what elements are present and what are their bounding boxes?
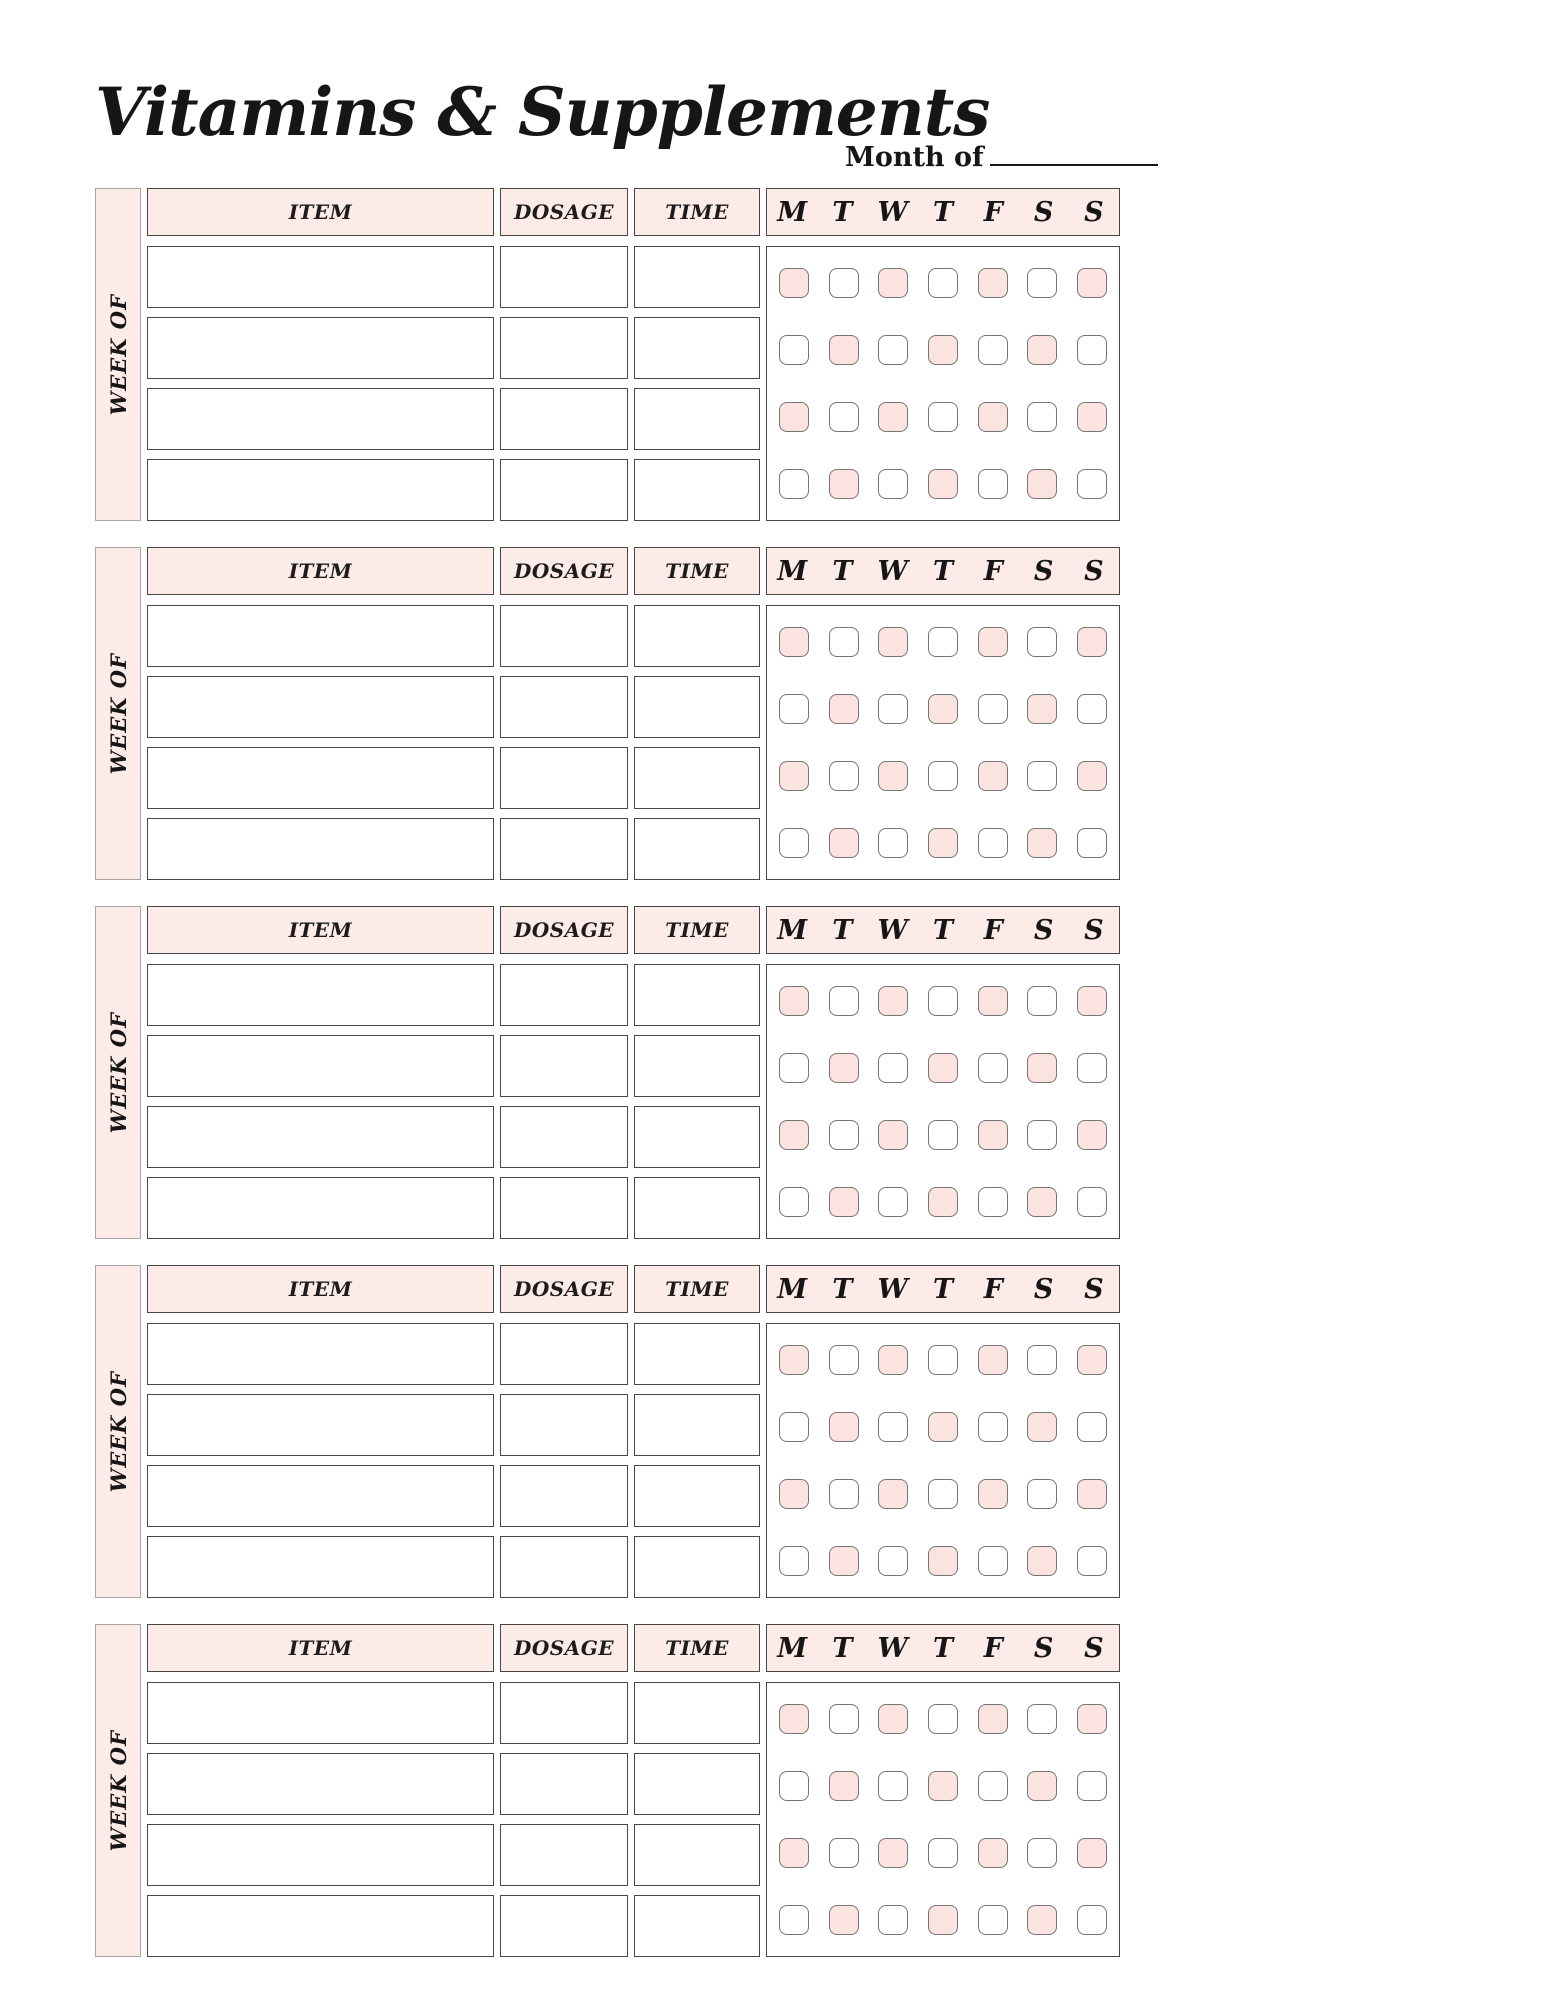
- item-column-header: ITEM: [147, 1624, 494, 1672]
- dosage-input-cell[interactable]: [500, 1394, 628, 1456]
- day-checkbox[interactable]: [928, 828, 958, 858]
- day-checkbox[interactable]: [829, 761, 859, 791]
- week-of-label-box: [95, 547, 141, 880]
- item-input-cell[interactable]: [147, 388, 494, 450]
- day-checkbox[interactable]: [779, 1187, 809, 1217]
- day-checkbox[interactable]: [1077, 627, 1107, 657]
- month-input-line[interactable]: [990, 138, 1158, 166]
- item-input-cell[interactable]: [147, 1323, 494, 1385]
- week-of-label: WEEK OF: [105, 293, 131, 416]
- day-checkbox[interactable]: [978, 1771, 1008, 1801]
- day-header-4: F: [983, 1632, 1003, 1664]
- day-header-4: F: [983, 196, 1003, 228]
- dosage-input-cell[interactable]: [500, 1895, 628, 1957]
- day-checkbox[interactable]: [928, 335, 958, 365]
- day-checkbox[interactable]: [1077, 1345, 1107, 1375]
- day-checkbox[interactable]: [1077, 1412, 1107, 1442]
- day-checkbox[interactable]: [1027, 694, 1057, 724]
- item-input-cell[interactable]: [147, 964, 494, 1026]
- day-header-1: T: [832, 1632, 853, 1664]
- day-checkbox[interactable]: [1027, 1704, 1057, 1734]
- week-section-2: [95, 547, 1120, 880]
- day-checkbox[interactable]: [878, 828, 908, 858]
- day-checkbox[interactable]: [779, 1546, 809, 1576]
- time-input-cell[interactable]: [634, 1035, 760, 1097]
- day-checkbox[interactable]: [978, 694, 1008, 724]
- day-checkbox[interactable]: [928, 1546, 958, 1576]
- item-input-cell[interactable]: [147, 1824, 494, 1886]
- dosage-input-cell[interactable]: [500, 246, 628, 308]
- day-header-6: S: [1084, 555, 1104, 587]
- day-checkbox[interactable]: [878, 986, 908, 1016]
- day-checkbox[interactable]: [928, 1053, 958, 1083]
- day-checkbox[interactable]: [829, 1479, 859, 1509]
- day-checkbox[interactable]: [978, 1546, 1008, 1576]
- day-checkbox[interactable]: [878, 1345, 908, 1375]
- day-checkbox[interactable]: [1077, 335, 1107, 365]
- day-header-0: M: [777, 1273, 808, 1305]
- day-checkbox[interactable]: [779, 694, 809, 724]
- day-header-5: S: [1033, 1273, 1054, 1305]
- dosage-input-cell[interactable]: [500, 818, 628, 880]
- time-column-header: TIME: [634, 188, 760, 236]
- item-input-cell[interactable]: [147, 818, 494, 880]
- week-section-4: [95, 1265, 1120, 1598]
- dosage-input-cell[interactable]: [500, 1753, 628, 1815]
- week-of-label: WEEK OF: [105, 1729, 131, 1852]
- day-checkbox[interactable]: [829, 1345, 859, 1375]
- day-checkbox[interactable]: [779, 828, 809, 858]
- week-of-label: WEEK OF: [105, 1011, 131, 1134]
- day-checkbox[interactable]: [829, 469, 859, 499]
- day-checkbox[interactable]: [779, 627, 809, 657]
- day-checkbox[interactable]: [1027, 828, 1057, 858]
- day-checkbox[interactable]: [878, 1479, 908, 1509]
- dosage-input-cell[interactable]: [500, 317, 628, 379]
- day-header-5: S: [1033, 914, 1054, 946]
- day-checkbox[interactable]: [779, 1905, 809, 1935]
- day-checkbox[interactable]: [1077, 1838, 1107, 1868]
- day-checkbox[interactable]: [878, 469, 908, 499]
- dosage-input-cell[interactable]: [500, 1682, 628, 1744]
- day-checkbox[interactable]: [978, 268, 1008, 298]
- day-checkbox[interactable]: [779, 1120, 809, 1150]
- item-input-cell[interactable]: [147, 1682, 494, 1744]
- day-checkbox[interactable]: [928, 1412, 958, 1442]
- day-checkbox[interactable]: [978, 627, 1008, 657]
- day-header-row: [766, 1265, 1120, 1313]
- dosage-column-header: DOSAGE: [500, 547, 628, 595]
- day-checkbox[interactable]: [1027, 986, 1057, 1016]
- checkbox-grid: [766, 964, 1120, 1239]
- day-checkbox[interactable]: [779, 1704, 809, 1734]
- day-checkbox[interactable]: [1077, 1187, 1107, 1217]
- day-header-3: T: [932, 555, 954, 587]
- week-of-label: WEEK OF: [105, 652, 131, 775]
- item-input-cell[interactable]: [147, 1465, 494, 1527]
- day-checkbox[interactable]: [1077, 1479, 1107, 1509]
- item-input-cell[interactable]: [147, 317, 494, 379]
- day-header-3: T: [932, 1632, 954, 1664]
- day-checkbox[interactable]: [878, 335, 908, 365]
- day-checkbox[interactable]: [1077, 268, 1107, 298]
- day-checkbox[interactable]: [829, 694, 859, 724]
- day-checkbox[interactable]: [1027, 335, 1057, 365]
- day-header-3: T: [932, 1273, 954, 1305]
- day-checkbox[interactable]: [978, 469, 1008, 499]
- checkbox-grid: [766, 1682, 1120, 1957]
- day-checkbox[interactable]: [779, 402, 809, 432]
- day-checkbox[interactable]: [1027, 1120, 1057, 1150]
- day-checkbox[interactable]: [1027, 402, 1057, 432]
- day-checkbox[interactable]: [1077, 1546, 1107, 1576]
- day-checkbox[interactable]: [779, 761, 809, 791]
- day-checkbox[interactable]: [978, 1704, 1008, 1734]
- item-column-header: ITEM: [147, 188, 494, 236]
- time-input-cell[interactable]: [634, 1394, 760, 1456]
- dosage-input-cell[interactable]: [500, 964, 628, 1026]
- time-input-cell[interactable]: [634, 1177, 760, 1239]
- day-checkbox[interactable]: [928, 1838, 958, 1868]
- item-input-cell[interactable]: [147, 459, 494, 521]
- day-header-1: T: [832, 1273, 853, 1305]
- day-checkbox[interactable]: [779, 1771, 809, 1801]
- time-input-cell[interactable]: [634, 676, 760, 738]
- week-of-label-box: [95, 188, 141, 521]
- week-section-3: [95, 906, 1120, 1239]
- day-checkbox[interactable]: [928, 1771, 958, 1801]
- time-input-cell[interactable]: [634, 1824, 760, 1886]
- day-checkbox[interactable]: [779, 986, 809, 1016]
- day-checkbox[interactable]: [878, 1838, 908, 1868]
- dosage-column-header: DOSAGE: [500, 906, 628, 954]
- day-checkbox[interactable]: [779, 1053, 809, 1083]
- dosage-input-cell[interactable]: [500, 676, 628, 738]
- item-input-cell[interactable]: [147, 1536, 494, 1598]
- day-checkbox[interactable]: [1077, 761, 1107, 791]
- day-checkbox[interactable]: [829, 986, 859, 1016]
- day-header-1: T: [832, 196, 853, 228]
- day-header-row: [766, 1624, 1120, 1672]
- day-checkbox[interactable]: [829, 1838, 859, 1868]
- day-header-6: S: [1084, 196, 1104, 228]
- time-column-header: TIME: [634, 1624, 760, 1672]
- day-checkbox[interactable]: [1027, 1187, 1057, 1217]
- dosage-input-cell[interactable]: [500, 459, 628, 521]
- time-input-cell[interactable]: [634, 747, 760, 809]
- day-checkbox[interactable]: [829, 1412, 859, 1442]
- day-checkbox[interactable]: [1027, 1479, 1057, 1509]
- month-of-label: Month of: [845, 142, 984, 173]
- time-input-cell[interactable]: [634, 1895, 760, 1957]
- day-checkbox[interactable]: [978, 1187, 1008, 1217]
- day-checkbox[interactable]: [928, 268, 958, 298]
- day-checkbox[interactable]: [829, 1905, 859, 1935]
- page-title: Vitamins & Supplements: [95, 73, 990, 151]
- day-checkbox[interactable]: [878, 1412, 908, 1442]
- day-header-5: S: [1033, 555, 1054, 587]
- day-checkbox[interactable]: [1027, 469, 1057, 499]
- day-checkbox[interactable]: [978, 1479, 1008, 1509]
- dosage-input-cell[interactable]: [500, 1323, 628, 1385]
- day-checkbox[interactable]: [1077, 1120, 1107, 1150]
- item-column-header: ITEM: [147, 547, 494, 595]
- day-checkbox[interactable]: [978, 402, 1008, 432]
- day-header-row: [766, 906, 1120, 954]
- checkbox-grid: [766, 1323, 1120, 1598]
- time-input-cell[interactable]: [634, 317, 760, 379]
- day-checkbox[interactable]: [779, 1479, 809, 1509]
- item-input-cell[interactable]: [147, 1394, 494, 1456]
- day-header-0: M: [777, 914, 808, 946]
- item-input-cell[interactable]: [147, 1106, 494, 1168]
- day-checkbox[interactable]: [779, 469, 809, 499]
- week-section-5: [95, 1624, 1120, 1957]
- time-input-cell[interactable]: [634, 388, 760, 450]
- day-checkbox[interactable]: [1027, 627, 1057, 657]
- day-checkbox[interactable]: [978, 1838, 1008, 1868]
- day-checkbox[interactable]: [1077, 1905, 1107, 1935]
- day-checkbox[interactable]: [1027, 1546, 1057, 1576]
- day-checkbox[interactable]: [878, 1120, 908, 1150]
- item-column-header: ITEM: [147, 906, 494, 954]
- day-checkbox[interactable]: [978, 828, 1008, 858]
- day-checkbox[interactable]: [1027, 1053, 1057, 1083]
- day-checkbox[interactable]: [878, 1905, 908, 1935]
- day-checkbox[interactable]: [1027, 761, 1057, 791]
- day-checkbox[interactable]: [928, 1120, 958, 1150]
- day-checkbox[interactable]: [928, 402, 958, 432]
- month-of-field: [845, 138, 1158, 173]
- day-header-0: M: [777, 196, 808, 228]
- day-checkbox[interactable]: [829, 1771, 859, 1801]
- time-column-header: TIME: [634, 547, 760, 595]
- dosage-input-cell[interactable]: [500, 1824, 628, 1886]
- day-checkbox[interactable]: [928, 761, 958, 791]
- day-header-2: W: [877, 1273, 908, 1305]
- day-checkbox[interactable]: [978, 986, 1008, 1016]
- day-checkbox[interactable]: [928, 469, 958, 499]
- day-checkbox[interactable]: [878, 627, 908, 657]
- day-checkbox[interactable]: [829, 1546, 859, 1576]
- time-input-cell[interactable]: [634, 818, 760, 880]
- day-checkbox[interactable]: [878, 1187, 908, 1217]
- day-checkbox[interactable]: [928, 1187, 958, 1217]
- dosage-input-cell[interactable]: [500, 1465, 628, 1527]
- day-checkbox[interactable]: [829, 627, 859, 657]
- week-of-label-box: [95, 1624, 141, 1957]
- day-checkbox[interactable]: [978, 1905, 1008, 1935]
- day-checkbox[interactable]: [978, 335, 1008, 365]
- day-checkbox[interactable]: [1027, 1771, 1057, 1801]
- day-checkbox[interactable]: [978, 1053, 1008, 1083]
- day-checkbox[interactable]: [1027, 1838, 1057, 1868]
- day-checkbox[interactable]: [978, 1120, 1008, 1150]
- time-input-cell[interactable]: [634, 1323, 760, 1385]
- day-checkbox[interactable]: [829, 1704, 859, 1734]
- day-checkbox[interactable]: [1077, 1771, 1107, 1801]
- time-input-cell[interactable]: [634, 1536, 760, 1598]
- day-checkbox[interactable]: [878, 1546, 908, 1576]
- day-checkbox[interactable]: [829, 1053, 859, 1083]
- day-header-1: T: [832, 914, 853, 946]
- day-checkbox[interactable]: [878, 268, 908, 298]
- day-checkbox[interactable]: [779, 1412, 809, 1442]
- day-checkbox[interactable]: [978, 1412, 1008, 1442]
- day-checkbox[interactable]: [928, 1704, 958, 1734]
- time-input-cell[interactable]: [634, 246, 760, 308]
- day-header-3: T: [932, 914, 954, 946]
- item-input-cell[interactable]: [147, 1895, 494, 1957]
- item-input-cell[interactable]: [147, 605, 494, 667]
- day-checkbox[interactable]: [878, 1053, 908, 1083]
- day-header-0: M: [777, 1632, 808, 1664]
- item-input-cell[interactable]: [147, 1035, 494, 1097]
- day-header-4: F: [983, 914, 1003, 946]
- day-header-2: W: [877, 196, 908, 228]
- day-header-0: M: [777, 555, 808, 587]
- day-header-2: W: [877, 555, 908, 587]
- day-checkbox[interactable]: [928, 1479, 958, 1509]
- day-checkbox[interactable]: [878, 1704, 908, 1734]
- checkbox-grid: [766, 605, 1120, 880]
- day-checkbox[interactable]: [928, 1345, 958, 1375]
- day-checkbox[interactable]: [779, 335, 809, 365]
- day-checkbox[interactable]: [779, 268, 809, 298]
- day-checkbox[interactable]: [1027, 1905, 1057, 1935]
- dosage-input-cell[interactable]: [500, 1177, 628, 1239]
- item-input-cell[interactable]: [147, 747, 494, 809]
- item-column-header: ITEM: [147, 1265, 494, 1313]
- week-of-label: WEEK OF: [105, 1370, 131, 1493]
- dosage-input-cell[interactable]: [500, 1536, 628, 1598]
- day-checkbox[interactable]: [829, 335, 859, 365]
- dosage-input-cell[interactable]: [500, 388, 628, 450]
- day-checkbox[interactable]: [1077, 828, 1107, 858]
- dosage-column-header: DOSAGE: [500, 188, 628, 236]
- day-checkbox[interactable]: [928, 627, 958, 657]
- dosage-input-cell[interactable]: [500, 1106, 628, 1168]
- time-input-cell[interactable]: [634, 459, 760, 521]
- week-of-label-box: [95, 906, 141, 1239]
- day-checkbox[interactable]: [928, 694, 958, 724]
- checkbox-grid: [766, 246, 1120, 521]
- time-input-cell[interactable]: [634, 964, 760, 1026]
- dosage-column-header: DOSAGE: [500, 1624, 628, 1672]
- day-checkbox[interactable]: [779, 1345, 809, 1375]
- dosage-input-cell[interactable]: [500, 1035, 628, 1097]
- day-checkbox[interactable]: [1027, 1345, 1057, 1375]
- day-header-4: F: [983, 1273, 1003, 1305]
- time-input-cell[interactable]: [634, 605, 760, 667]
- dosage-column-header: DOSAGE: [500, 1265, 628, 1313]
- day-header-6: S: [1084, 1632, 1104, 1664]
- week-section-1: [95, 188, 1120, 521]
- item-input-cell[interactable]: [147, 676, 494, 738]
- time-input-cell[interactable]: [634, 1106, 760, 1168]
- day-checkbox[interactable]: [878, 761, 908, 791]
- day-checkbox[interactable]: [1077, 1053, 1107, 1083]
- day-checkbox[interactable]: [978, 761, 1008, 791]
- dosage-input-cell[interactable]: [500, 747, 628, 809]
- day-checkbox[interactable]: [1077, 694, 1107, 724]
- day-checkbox[interactable]: [928, 1905, 958, 1935]
- day-checkbox[interactable]: [1027, 268, 1057, 298]
- day-checkbox[interactable]: [1077, 402, 1107, 432]
- time-input-cell[interactable]: [634, 1465, 760, 1527]
- day-checkbox[interactable]: [878, 694, 908, 724]
- day-header-row: [766, 547, 1120, 595]
- day-header-2: W: [877, 914, 908, 946]
- day-checkbox[interactable]: [779, 1838, 809, 1868]
- item-input-cell[interactable]: [147, 246, 494, 308]
- time-input-cell[interactable]: [634, 1682, 760, 1744]
- day-header-6: S: [1084, 1273, 1104, 1305]
- day-checkbox[interactable]: [1077, 469, 1107, 499]
- day-checkbox[interactable]: [829, 268, 859, 298]
- day-header-5: S: [1033, 1632, 1054, 1664]
- day-header-1: T: [832, 555, 853, 587]
- day-checkbox[interactable]: [829, 1120, 859, 1150]
- day-checkbox[interactable]: [1077, 1704, 1107, 1734]
- day-checkbox[interactable]: [829, 402, 859, 432]
- day-header-row: [766, 188, 1120, 236]
- week-of-label-box: [95, 1265, 141, 1598]
- time-input-cell[interactable]: [634, 1753, 760, 1815]
- day-checkbox[interactable]: [878, 402, 908, 432]
- day-header-5: S: [1033, 196, 1054, 228]
- item-input-cell[interactable]: [147, 1753, 494, 1815]
- day-checkbox[interactable]: [829, 1187, 859, 1217]
- day-checkbox[interactable]: [978, 1345, 1008, 1375]
- day-checkbox[interactable]: [829, 828, 859, 858]
- day-header-3: T: [932, 196, 954, 228]
- day-checkbox[interactable]: [1027, 1412, 1057, 1442]
- day-header-2: W: [877, 1632, 908, 1664]
- item-input-cell[interactable]: [147, 1177, 494, 1239]
- day-header-4: F: [983, 555, 1003, 587]
- day-header-6: S: [1084, 914, 1104, 946]
- dosage-input-cell[interactable]: [500, 605, 628, 667]
- time-column-header: TIME: [634, 906, 760, 954]
- day-checkbox[interactable]: [928, 986, 958, 1016]
- time-column-header: TIME: [634, 1265, 760, 1313]
- day-checkbox[interactable]: [1077, 986, 1107, 1016]
- day-checkbox[interactable]: [878, 1771, 908, 1801]
- weeks-container: [95, 188, 1120, 1957]
